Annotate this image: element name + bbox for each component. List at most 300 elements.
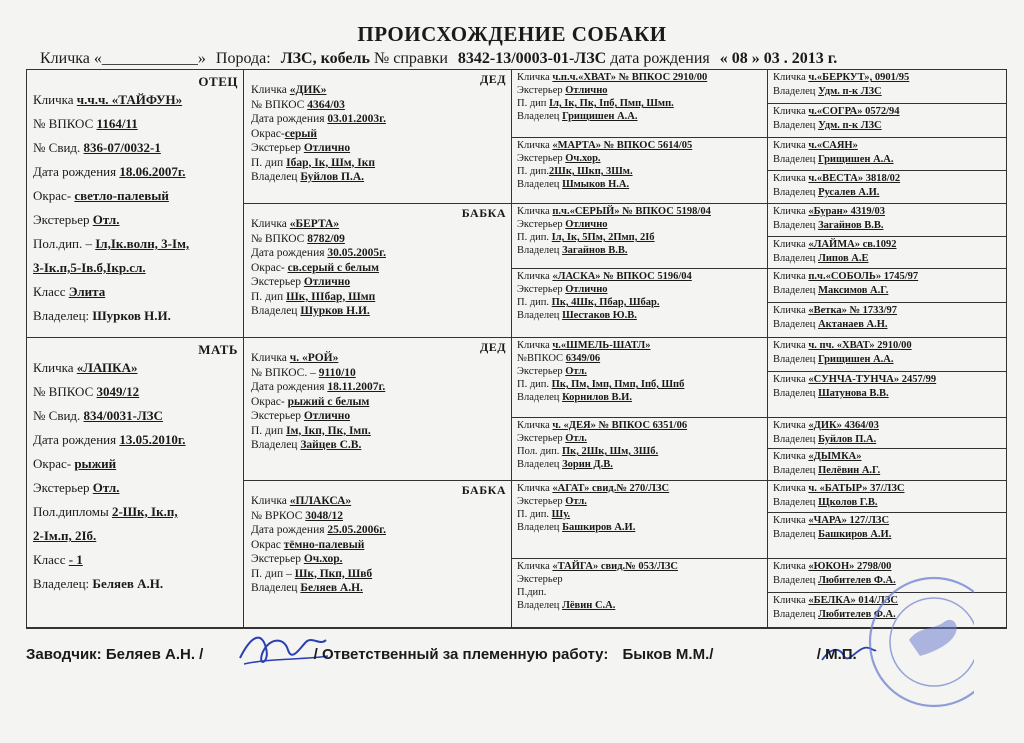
field-value: Пк, 4Шк, Пбар, Шбар. (551, 297, 660, 308)
field-label: Кличка (773, 305, 809, 316)
record-line (251, 552, 508, 567)
field-label: Владелец (251, 171, 301, 183)
grandparent-cell (244, 70, 512, 204)
field-label: Кличка (517, 140, 553, 151)
field-value: 6349/06 (565, 353, 601, 364)
field-label: Кличка (773, 106, 809, 117)
field-label: № ВПКОС (251, 232, 308, 245)
record-line (773, 139, 1003, 153)
ancestor-cell (768, 138, 1007, 171)
record-line (773, 71, 1003, 85)
record-line (773, 433, 1003, 447)
breed-label: Порода: (215, 50, 271, 67)
record-line (517, 309, 764, 322)
record-line (251, 581, 508, 596)
mother-name: «ЛАПКА» (76, 360, 138, 375)
field-value: Шмыков Н.А. (562, 179, 630, 190)
record-line (251, 409, 508, 424)
field-value: Загайнов В.В. (818, 219, 884, 231)
field-value: Беляев А.Н. (300, 582, 363, 594)
cert-label: № справки (373, 50, 448, 67)
field-value: «ДИК» (289, 84, 327, 96)
field-value: Пелёвин А.Г. (818, 464, 881, 476)
record-line (517, 244, 764, 257)
field-label: Экстерьер (251, 142, 304, 154)
field-label: Кличка (517, 420, 553, 431)
field-value: «ПЛАКСА» (289, 495, 352, 507)
field-label: Владелец (773, 85, 819, 97)
field-value: Корнилов В.И. (562, 392, 632, 403)
record-line (773, 304, 1003, 318)
field-value: Грищишен А.А. (562, 111, 638, 122)
grandparent-cell (244, 338, 512, 481)
record-line (517, 296, 764, 309)
field-value: Отл. (565, 366, 587, 377)
father-color: светло-палевый (74, 188, 169, 203)
record-line (773, 514, 1003, 528)
great-grandparent-cell (512, 204, 768, 269)
record-line (251, 127, 508, 142)
field-value: «ДИК» 4364/03 (808, 420, 879, 431)
grandparent-cell (244, 204, 512, 338)
field-label: Экстерьер (251, 410, 304, 422)
field-label: Кличка (773, 72, 809, 83)
field-label: П. дип. (517, 232, 552, 243)
record-line (517, 419, 764, 432)
record-line (251, 395, 508, 410)
field-label: Владелец (773, 528, 819, 540)
field-value: Буйлов П.А. (818, 433, 877, 445)
field-value: Оч.хор. (565, 153, 601, 164)
record-line (517, 352, 764, 365)
record-line (517, 391, 764, 404)
relation-role: ДЕД (479, 72, 506, 86)
field-value: ч. «БАТЫР» 37/ЛЗС (808, 483, 905, 494)
ancestor-cell (768, 338, 1007, 372)
record-line (773, 205, 1003, 219)
field-value: Башкиров А.И. (818, 528, 892, 540)
ancestor-cell (768, 418, 1007, 449)
field-label: Кличка (773, 173, 809, 184)
responsible-label: / Ответственный за племенную работу: (313, 646, 609, 663)
dob-value: « 08 » 03 . 2013 г. (719, 50, 838, 67)
field-value: Грищишен А.А. (818, 153, 894, 165)
mother-color: рыжий (74, 456, 117, 471)
great-grandparent-cell (512, 70, 768, 138)
field-label: Владелец (773, 387, 819, 399)
field-label: Окрас- (251, 127, 285, 140)
field-value: Пк, Пм, Iмп, Пмп, Iпб, Шпб (551, 379, 685, 390)
field-value: Отл. (565, 433, 587, 444)
relation-role: ДЕД (479, 340, 506, 354)
field-value: Удм. п-к ЛЗС (818, 85, 882, 97)
father-exterior: Отл. (92, 212, 120, 227)
father-name: ч.ч.ч. «ТАЙФУН» (76, 92, 183, 107)
record-line (251, 290, 508, 305)
record-line (773, 186, 1003, 200)
field-label: П. дип (517, 98, 550, 109)
ancestor-cell (768, 513, 1007, 559)
record-line (517, 218, 764, 231)
field-label: Экстерьер (517, 366, 566, 377)
record-line (517, 365, 764, 378)
field-label: Владелец (773, 186, 819, 198)
field-value: ч.«БЕРКУТ», 0901/95 (808, 72, 910, 83)
field-value: 30.05.2005г. (327, 247, 386, 259)
field-value: Русалев А.И. (818, 186, 880, 198)
footer (26, 646, 1006, 663)
record-line (517, 586, 764, 599)
ancestor-cell (768, 481, 1007, 513)
record-line (251, 246, 508, 261)
field-value: Iл, Iк, 5Пм, 2Пмп, 2Iб (551, 232, 655, 243)
mother-vpkos: 3049/12 (96, 384, 140, 399)
mother-class: - 1 (68, 552, 83, 567)
field-label: Экстерьер (517, 85, 566, 96)
field-label: Кличка (251, 218, 290, 230)
ancestor-cell (768, 104, 1007, 138)
field-label: П. дип (251, 424, 287, 437)
field-label: П. дип. (517, 297, 552, 308)
field-label: П. дип (251, 290, 287, 303)
field-label: Владелец (773, 608, 819, 620)
field-value: «Ветка» № 1733/97 (808, 305, 898, 316)
record-line (251, 98, 508, 113)
great-grandparent-cell (512, 481, 768, 559)
record-line (251, 275, 508, 290)
record-line (251, 112, 508, 127)
field-value: «БЕЛКА» 014/ЛЗС (808, 595, 898, 606)
field-value: Отлично (303, 410, 351, 422)
record-line (773, 284, 1003, 298)
field-label: № ВПКОС. – (251, 366, 319, 379)
field-value: Пк, 2Шк, Шм, 3Шб. (562, 446, 659, 457)
breeder-label: Заводчик: Беляев А.Н. / (26, 646, 204, 663)
ancestor-cell (768, 237, 1007, 269)
field-label: Кличка (517, 340, 553, 351)
field-value: Iм, Iкп, Пк, Iмп. (286, 424, 371, 437)
field-label: Владелец (251, 582, 301, 594)
field-value: 18.11.2007г. (327, 381, 386, 393)
field-label: Экстерьер (517, 284, 566, 295)
field-label: Владелец (517, 111, 563, 122)
field-label: П. дип (251, 156, 287, 169)
ancestor-cell (768, 303, 1007, 338)
record-line (773, 119, 1003, 133)
record-line (773, 105, 1003, 119)
record-line (517, 599, 764, 612)
field-value: ч.«ВЕСТА» 3818/02 (808, 173, 901, 184)
record-line (773, 450, 1003, 464)
record-line (773, 318, 1003, 332)
field-value: Шатунова В.В. (818, 387, 889, 399)
field-label: Владелец (517, 179, 563, 190)
field-value: Iбар, Iк, Шм, Iкп (286, 156, 376, 169)
field-value: Оч.хор. (303, 553, 343, 565)
ancestor-cell (768, 171, 1007, 204)
field-value: Любителев Ф.А. (818, 608, 896, 620)
field-label: Экстерьер (517, 433, 566, 444)
record-line (517, 139, 764, 152)
record-line (517, 205, 764, 218)
field-value: «Буран» 4319/03 (808, 206, 885, 217)
field-label: Пол. дип. (517, 446, 563, 457)
father-owner: Шурков Н.И. (92, 308, 171, 323)
field-value: ч.«ШМЕЛЬ-ШАТЛ» (552, 340, 651, 351)
record-line (251, 438, 508, 453)
mother-diplomas-2: 2-Iм.п, 2Iб. (33, 528, 97, 543)
mother-exterior: Отл. (92, 480, 120, 495)
field-value: п.ч.«СЕРЫЙ» № ВПКОС 5198/04 (552, 206, 711, 217)
record-line (773, 85, 1003, 99)
field-label: Владелец (773, 464, 819, 476)
record-line (251, 366, 508, 381)
field-value: ч.п.ч.«ХВАТ» № ВПКОС 2910/00 (552, 72, 708, 83)
record-line (517, 378, 764, 391)
mother-cell: МАТЬ Кличка «ЛАПКА» № ВПКОС 3049/12 № Свид. 834/0031-ЛЗС Дата рождения 13.05.2010г. Окрас- рыжий Экстерьер Отл. Пол.дипломы 2-Шк, Iк.п, 2-Iм.п, 2Iб. Класс - 1 Владелец: Беляев А.Н. (27, 338, 244, 628)
field-label: Кличка (517, 483, 553, 494)
field-value: 8782/09 (307, 232, 345, 245)
field-value: Актанаев А.Н. (818, 318, 888, 330)
record-line (517, 339, 764, 352)
great-grandparent-cell (512, 418, 768, 481)
record-line (251, 141, 508, 156)
field-label: Владелец (773, 433, 819, 445)
record-line (517, 508, 764, 521)
field-value: Щколов Г.В. (818, 496, 878, 508)
pedigree-table (26, 69, 1007, 629)
field-label: Кличка (517, 72, 553, 83)
record-line (251, 538, 508, 553)
field-label: Владелец (773, 284, 819, 296)
record-line (773, 373, 1003, 387)
record-line (517, 97, 764, 110)
field-value: Шк, Пкп, Швб (294, 567, 373, 580)
field-value: Максимов А.Г. (818, 284, 889, 296)
record-line (517, 71, 764, 84)
field-value: 25.05.2006г. (327, 524, 386, 536)
field-value: 3048/12 (305, 509, 343, 522)
field-value: рыжий с белым (287, 395, 370, 408)
record-line (251, 261, 508, 276)
field-label: Владелец (773, 318, 819, 330)
relation-role: БАБКА (461, 483, 506, 497)
field-label: Окрас- (251, 395, 288, 408)
field-label: Экстерьер (251, 276, 304, 288)
field-label: П. дип. (517, 509, 552, 520)
field-label: Кличка (773, 140, 809, 151)
mother-cert: 834/0031-ЛЗС (83, 408, 163, 423)
record-line (773, 387, 1003, 401)
record-line (517, 458, 764, 471)
record-line (773, 339, 1003, 353)
record-line (517, 445, 764, 458)
breed-value: ЛЗС, кобель (280, 50, 370, 67)
field-value: Башкиров А.И. (562, 522, 636, 533)
record-line (251, 232, 508, 247)
field-label: Кличка (517, 561, 553, 572)
field-label: Владелец (517, 522, 563, 533)
field-label: Кличка (251, 495, 290, 507)
record-line (517, 84, 764, 97)
record-line (517, 270, 764, 283)
field-value: п.ч.«СОБОЛЬ» 1745/97 (808, 271, 919, 282)
record-line (517, 482, 764, 495)
father-dob: 18.06.2007г. (119, 164, 186, 179)
field-value: Зайцев С.В. (300, 439, 362, 451)
field-label: Владелец (773, 353, 819, 365)
field-label: Экстерьер (517, 574, 563, 585)
great-grandparent-cell (512, 559, 768, 628)
field-value: Шк, IIIбар, Шмп (286, 290, 376, 303)
field-value: серый (284, 127, 318, 140)
father-role: ОТЕЦ (198, 74, 238, 89)
field-label: Кличка (773, 595, 809, 606)
field-label: Кличка (517, 206, 553, 217)
field-value: Буйлов П.А. (300, 171, 365, 183)
field-value: Шурков Н.И. (300, 305, 370, 317)
ancestor-cell (768, 269, 1007, 303)
field-value: «ТАЙГА» свид.№ 053/ЛЗС (552, 561, 678, 572)
great-grandparent-cell (512, 269, 768, 338)
field-value: Шестаков Ю.В. (562, 310, 637, 321)
record-line (251, 567, 508, 582)
dob-label: дата рождения (610, 50, 710, 67)
field-label: Владелец (773, 119, 819, 131)
field-value: ч.«САЯН» (808, 140, 858, 151)
field-value: 2Шк, Шкп, 3Шм. (549, 166, 633, 177)
page-title: ПРОИСХОЖДЕНИЕ СОБАКИ (357, 22, 667, 46)
field-value: 03.01.2003г. (327, 113, 386, 125)
field-label: П.дип. (517, 587, 547, 598)
father-diplomas-2: 3-Iк.п,5-Iв.б,Iкр.сл. (33, 260, 146, 275)
grandparent-cell (244, 481, 512, 628)
father-class: Элита (68, 284, 106, 299)
responsible-name: Быков М.М./ (622, 646, 714, 663)
field-value: Отлично (303, 142, 351, 154)
field-label: №ВПКОС (517, 353, 566, 364)
field-label: Дата рождения (251, 113, 328, 125)
father-cert: 836-07/0032-1 (83, 140, 161, 155)
club-stamp (864, 560, 974, 710)
field-value: тёмно-палевый (283, 538, 365, 551)
record-line (251, 170, 508, 185)
record-line (773, 172, 1003, 186)
father-diplomas: Iл,Iк.волн, 3-Iм, (95, 236, 190, 251)
field-label: Кличка (773, 271, 809, 282)
record-line (773, 153, 1003, 167)
field-value: «БЕРТА» (289, 218, 340, 230)
field-value: Отлично (565, 284, 608, 295)
record-line (517, 432, 764, 445)
field-value: Липов А.Е (818, 252, 869, 264)
field-value: Зорин Д.В. (562, 459, 613, 470)
field-value: 9110/10 (318, 366, 356, 379)
field-label: Владелец (517, 600, 563, 611)
record-line (251, 509, 508, 524)
field-label: П. дип – (251, 567, 295, 580)
field-value: «ДЫМКА» (808, 451, 862, 462)
field-label: Владелец (773, 153, 819, 165)
field-value: ч. «ДЕЯ» № ВПКОС 6351/06 (552, 420, 688, 431)
field-label: Экстерьер (517, 153, 566, 164)
record-line (517, 495, 764, 508)
field-value: Удм. п-к ЛЗС (818, 119, 882, 131)
record-line (517, 165, 764, 178)
field-label: Кличка (251, 352, 290, 364)
field-value: «ЛАЙМА» св.1092 (808, 239, 897, 250)
field-label: Кличка (251, 84, 290, 96)
field-label: П. дип. (517, 166, 550, 177)
field-label: Владелец (251, 439, 301, 451)
field-label: Кличка (773, 206, 809, 217)
field-label: Дата рождения (251, 247, 328, 259)
dog-header (40, 50, 1000, 68)
record-line (517, 178, 764, 191)
field-label: Владелец (773, 252, 819, 264)
field-label: Кличка (773, 374, 809, 385)
field-value: Загайнов В.В. (562, 245, 628, 256)
field-label: Владелец (517, 392, 563, 403)
field-label: Кличка (773, 340, 809, 351)
record-line (251, 424, 508, 439)
ancestor-cell (768, 204, 1007, 237)
record-line (251, 304, 508, 319)
field-label: П. дип. (517, 379, 552, 390)
record-line (251, 523, 508, 538)
field-value: Любителев Ф.А. (818, 574, 896, 586)
record-line (773, 238, 1003, 252)
field-value: Отлично (565, 85, 608, 96)
field-label: Владелец (773, 219, 819, 231)
field-label: Кличка (773, 451, 809, 462)
field-value: Шу. (551, 509, 571, 520)
field-value: «ЧАРА» 127/ЛЗС (808, 515, 890, 526)
field-value: Отл. (565, 496, 587, 507)
great-grandparent-cell (512, 138, 768, 204)
stamp-label: / М.П. (816, 646, 857, 663)
field-value: Грищишен А.А. (818, 353, 894, 365)
field-value: «МАРТА» № ВПКОС 5614/05 (552, 140, 693, 151)
relation-role: БАБКА (461, 206, 506, 220)
record-line (517, 521, 764, 534)
field-value: «ЛАСКА» № ВПКОС 5196/04 (552, 271, 692, 282)
record-line (517, 231, 764, 244)
ancestor-cell (768, 70, 1007, 104)
field-label: Владелец (773, 574, 819, 586)
field-label: Кличка (773, 420, 809, 431)
record-line (773, 496, 1003, 510)
record-line (251, 83, 508, 98)
record-line (517, 110, 764, 123)
record-line (773, 270, 1003, 284)
ancestor-cell (768, 372, 1007, 418)
father-vpkos: 1164/11 (96, 116, 138, 131)
field-label: Кличка (773, 515, 809, 526)
record-line (773, 353, 1003, 367)
field-label: Экстерьер (517, 219, 566, 230)
record-line (251, 380, 508, 395)
field-value: «СУНЧА-ТУНЧА» 2457/99 (808, 374, 937, 385)
great-grandparent-cell (512, 338, 768, 418)
mother-diplomas: 2-Шк, Iк.п, (111, 504, 178, 519)
record-line (251, 351, 508, 366)
field-value: св.серый с белым (287, 261, 379, 274)
field-value: Отлично (565, 219, 608, 230)
field-label: Экстерьер (517, 496, 566, 507)
field-value: Iл, Iк, Пк, Iпб, Пмп, Шмп. (549, 98, 674, 109)
field-label: Кличка (773, 561, 809, 572)
